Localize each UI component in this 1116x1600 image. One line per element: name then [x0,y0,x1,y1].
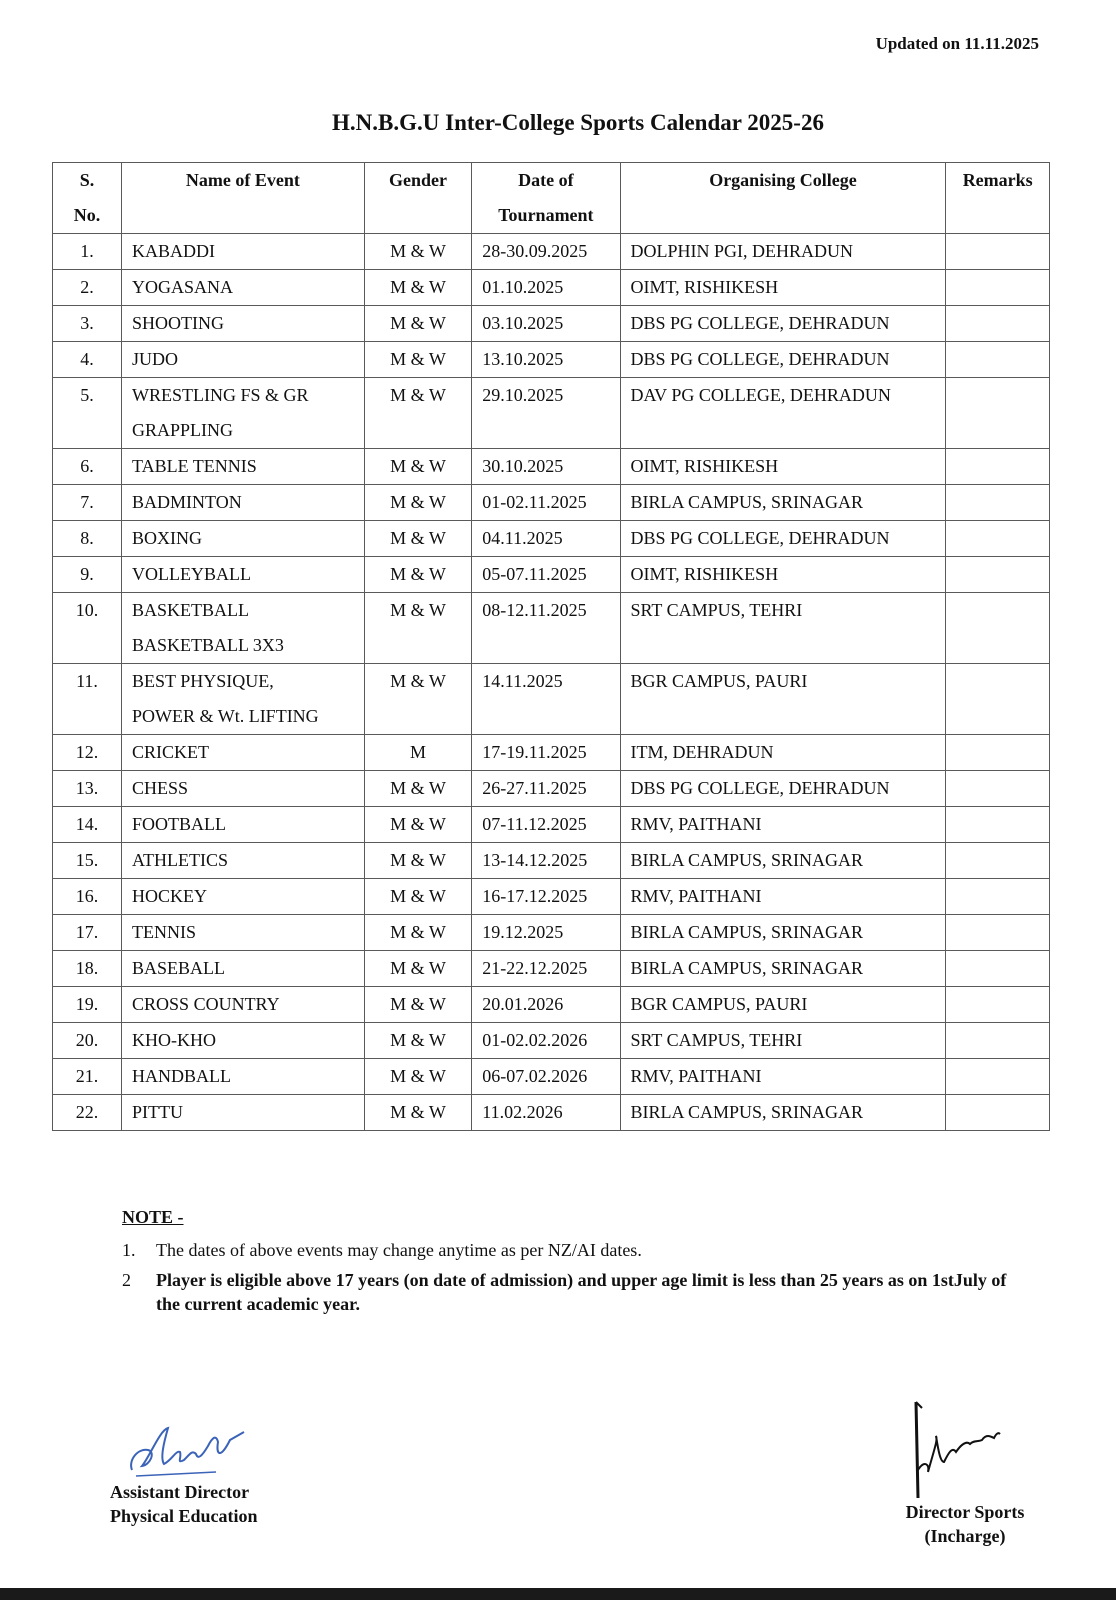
event-name-line: HOCKEY [132,886,208,906]
cell-date: 13-14.12.2025 [472,843,620,879]
event-name-line: TABLE TENNIS [132,456,257,476]
cell-date: 07-11.12.2025 [472,807,620,843]
cell-event [122,735,365,771]
cell-gender: M & W [364,306,472,342]
cell-remarks [946,485,1050,521]
cell-date: 08-12.11.2025 [472,593,620,664]
event-name-line: JUDO [132,349,179,369]
cell-event [122,1059,365,1095]
table-row [53,807,1050,843]
cell-college: BIRLA CAMPUS, SRINAGAR [620,485,946,521]
table-row [53,593,1050,664]
cell-date: 28-30.09.2025 [472,234,620,270]
event-name-line: HANDBALL [132,1066,232,1086]
col-header-date: Date of Tournament [472,163,620,234]
event-name-line: CRICKET [132,742,210,762]
table-row [53,915,1050,951]
cell-event [122,521,365,557]
cell-date: 11.02.2026 [472,1095,620,1131]
cell-gender: M & W [364,1095,472,1131]
cell-sno: 20. [53,1023,122,1059]
cell-sno: 11. [53,664,122,735]
cell-remarks [946,843,1050,879]
cell-date: 14.11.2025 [472,664,620,735]
cell-college: DOLPHIN PGI, DEHRADUN [620,234,946,270]
cell-remarks [946,735,1050,771]
cell-date: 26-27.11.2025 [472,771,620,807]
table-row [53,843,1050,879]
cell-event [122,342,365,378]
cell-remarks [946,771,1050,807]
cell-gender: M & W [364,270,472,306]
cell-event [122,843,365,879]
table-row [53,951,1050,987]
event-name-line: SHOOTING [132,313,225,333]
cell-event [122,1095,365,1131]
cell-college: RMV, PAITHANI [620,879,946,915]
cell-remarks [946,557,1050,593]
col-header-event: Name of Event [122,163,365,234]
table-row [53,485,1050,521]
cell-sno: 5. [53,378,122,449]
note-item [122,1238,1022,1262]
cell-remarks [946,1023,1050,1059]
table-body [53,234,1050,1131]
cell-gender: M & W [364,378,472,449]
cell-college: SRT CAMPUS, TEHRI [620,1023,946,1059]
signature-block-director-sports [890,1400,1040,1548]
cell-college: OIMT, RISHIKESH [620,270,946,306]
cell-remarks [946,951,1050,987]
event-name-line: BOXING [132,528,203,548]
cell-gender: M & W [364,521,472,557]
cell-sno: 12. [53,735,122,771]
cell-college: ITM, DEHRADUN [620,735,946,771]
cell-sno: 22. [53,1095,122,1131]
col-header-gender: Gender [364,163,472,234]
cell-date: 05-07.11.2025 [472,557,620,593]
col-header-sno: S. No. [53,163,122,234]
note-text: The dates of above events may change anytime as per NZ/AI dates. [156,1240,642,1260]
cell-remarks [946,306,1050,342]
notes-section [122,1207,1022,1322]
cell-gender: M & W [364,987,472,1023]
event-name-line: ATHLETICS [132,850,229,870]
cell-remarks [946,664,1050,735]
note-text: Player is eligible above 17 years (on date of admission) and upper age limit is less than 25 years as on 1stJuly of the current academic year. [156,1270,1007,1314]
document-title: H.N.B.G.U Inter-College Sports Calendar 2025-26 [332,110,824,135]
cell-sno: 7. [53,485,122,521]
cell-college: RMV, PAITHANI [620,1059,946,1095]
cell-date: 16-17.12.2025 [472,879,620,915]
cell-event [122,378,365,449]
cell-date: 03.10.2025 [472,306,620,342]
cell-gender: M & W [364,771,472,807]
table-row [53,987,1050,1023]
cell-gender: M & W [364,485,472,521]
cell-gender: M & W [364,449,472,485]
cell-date: 17-19.11.2025 [472,735,620,771]
cell-college: BIRLA CAMPUS, SRINAGAR [620,843,946,879]
signature-assistant-director-icon [120,1420,270,1480]
event-name-line: BASKETBALL [132,600,250,620]
cell-remarks [946,378,1050,449]
cell-event [122,879,365,915]
table-row [53,1023,1050,1059]
cell-sno: 3. [53,306,122,342]
event-name-line: BADMINTON [132,492,242,512]
table-row [53,521,1050,557]
cell-sno: 10. [53,593,122,664]
signatory-department: Physical Education [110,1506,258,1526]
col-header-remarks: Remarks [946,163,1050,234]
cell-remarks [946,593,1050,664]
cell-sno: 2. [53,270,122,306]
table-row [53,270,1050,306]
cell-event [122,1023,365,1059]
note-item [122,1268,1022,1316]
cell-sno: 15. [53,843,122,879]
cell-event [122,306,365,342]
cell-sno: 4. [53,342,122,378]
cell-event [122,915,365,951]
cell-date: 01-02.02.2026 [472,1023,620,1059]
cell-sno: 17. [53,915,122,951]
signatory-title: Director Sports [905,1502,1025,1522]
cell-remarks [946,1095,1050,1131]
cell-remarks [946,879,1050,915]
cell-college: DBS PG COLLEGE, DEHRADUN [620,306,946,342]
table-row [53,879,1050,915]
cell-college: RMV, PAITHANI [620,807,946,843]
table-row [53,234,1050,270]
event-name-line: POWER & Wt. LIFTING [132,706,319,726]
cell-college: OIMT, RISHIKESH [620,449,946,485]
table-header-row [53,163,1050,234]
cell-gender: M & W [364,664,472,735]
event-name-line: KABADDI [132,241,216,261]
cell-remarks [946,449,1050,485]
table-row [53,306,1050,342]
cell-event [122,951,365,987]
cell-college: BGR CAMPUS, PAURI [620,987,946,1023]
col-header-college: Organising College [620,163,946,234]
cell-college: BIRLA CAMPUS, SRINAGAR [620,1095,946,1131]
cell-remarks [946,521,1050,557]
signatory-role: (Incharge) [924,1526,1006,1546]
cell-event [122,771,365,807]
signature-block-assistant-director [110,1420,370,1528]
cell-sno: 8. [53,521,122,557]
cell-remarks [946,987,1050,1023]
updated-date: Updated on 11.11.2025 [875,34,1039,53]
event-name-line: BASEBALL [132,958,226,978]
note-number: 1. [122,1240,136,1260]
cell-event [122,270,365,306]
cell-gender: M & W [364,593,472,664]
cell-gender: M & W [364,1023,472,1059]
cell-gender: M & W [364,879,472,915]
cell-event [122,987,365,1023]
event-name-line: WRESTLING FS & GR [132,385,309,405]
cell-sno: 14. [53,807,122,843]
cell-college: OIMT, RISHIKESH [620,557,946,593]
cell-gender: M & W [364,557,472,593]
cell-college: BIRLA CAMPUS, SRINAGAR [620,915,946,951]
cell-college: DBS PG COLLEGE, DEHRADUN [620,342,946,378]
cell-sno: 19. [53,987,122,1023]
cell-remarks [946,342,1050,378]
cell-event [122,593,365,664]
cell-college: BIRLA CAMPUS, SRINAGAR [620,951,946,987]
cell-college: DAV PG COLLEGE, DEHRADUN [620,378,946,449]
table-row [53,342,1050,378]
cell-date: 19.12.2025 [472,915,620,951]
table-row [53,1059,1050,1095]
cell-gender: M & W [364,1059,472,1095]
signature-director-sports-icon [908,1400,1018,1500]
cell-gender: M & W [364,843,472,879]
cell-event [122,449,365,485]
cell-date: 13.10.2025 [472,342,620,378]
event-name-line: YOGASANA [132,277,234,297]
cell-event [122,807,365,843]
cell-date: 21-22.12.2025 [472,951,620,987]
cell-date: 04.11.2025 [472,521,620,557]
sports-calendar-table [52,162,1050,1131]
event-name-line: FOOTBALL [132,814,227,834]
event-name-line: VOLLEYBALL [132,564,252,584]
cell-sno: 16. [53,879,122,915]
cell-date: 20.01.2026 [472,987,620,1023]
table-row [53,1095,1050,1131]
table-row [53,557,1050,593]
table-row [53,449,1050,485]
note-number: 2 [122,1270,131,1290]
cell-event [122,557,365,593]
cell-remarks [946,915,1050,951]
cell-gender: M & W [364,807,472,843]
cell-gender: M [364,735,472,771]
cell-sno: 18. [53,951,122,987]
event-name-line: BEST PHYSIQUE, [132,671,274,691]
cell-gender: M & W [364,234,472,270]
event-name-line: KHO-KHO [132,1030,217,1050]
event-name-line: CROSS COUNTRY [132,994,280,1014]
cell-sno: 21. [53,1059,122,1095]
cell-event [122,485,365,521]
cell-sno: 6. [53,449,122,485]
cell-college: SRT CAMPUS, TEHRI [620,593,946,664]
cell-remarks [946,234,1050,270]
event-name-line: CHESS [132,778,189,798]
cell-date: 06-07.02.2026 [472,1059,620,1095]
cell-college: DBS PG COLLEGE, DEHRADUN [620,521,946,557]
table-row [53,664,1050,735]
event-name-line: TENNIS [132,922,197,942]
cell-gender: M & W [364,951,472,987]
cell-sno: 1. [53,234,122,270]
cell-date: 30.10.2025 [472,449,620,485]
table-row [53,378,1050,449]
cell-date: 01-02.11.2025 [472,485,620,521]
notes-heading: NOTE - [122,1207,184,1227]
cell-college: BGR CAMPUS, PAURI [620,664,946,735]
cell-remarks [946,270,1050,306]
cell-college: DBS PG COLLEGE, DEHRADUN [620,771,946,807]
event-name-line: PITTU [132,1102,184,1122]
cell-gender: M & W [364,915,472,951]
table-row [53,771,1050,807]
cell-remarks [946,807,1050,843]
cell-date: 29.10.2025 [472,378,620,449]
cell-sno: 13. [53,771,122,807]
cell-event [122,234,365,270]
cell-gender: M & W [364,342,472,378]
event-name-line: BASKETBALL 3X3 [132,635,284,655]
table-row [53,735,1050,771]
bottom-edge-bar [0,1588,1116,1600]
cell-sno: 9. [53,557,122,593]
cell-remarks [946,1059,1050,1095]
signatory-title: Assistant Director [110,1482,250,1502]
cell-date: 01.10.2025 [472,270,620,306]
cell-event [122,664,365,735]
event-name-line: GRAPPLING [132,420,234,440]
